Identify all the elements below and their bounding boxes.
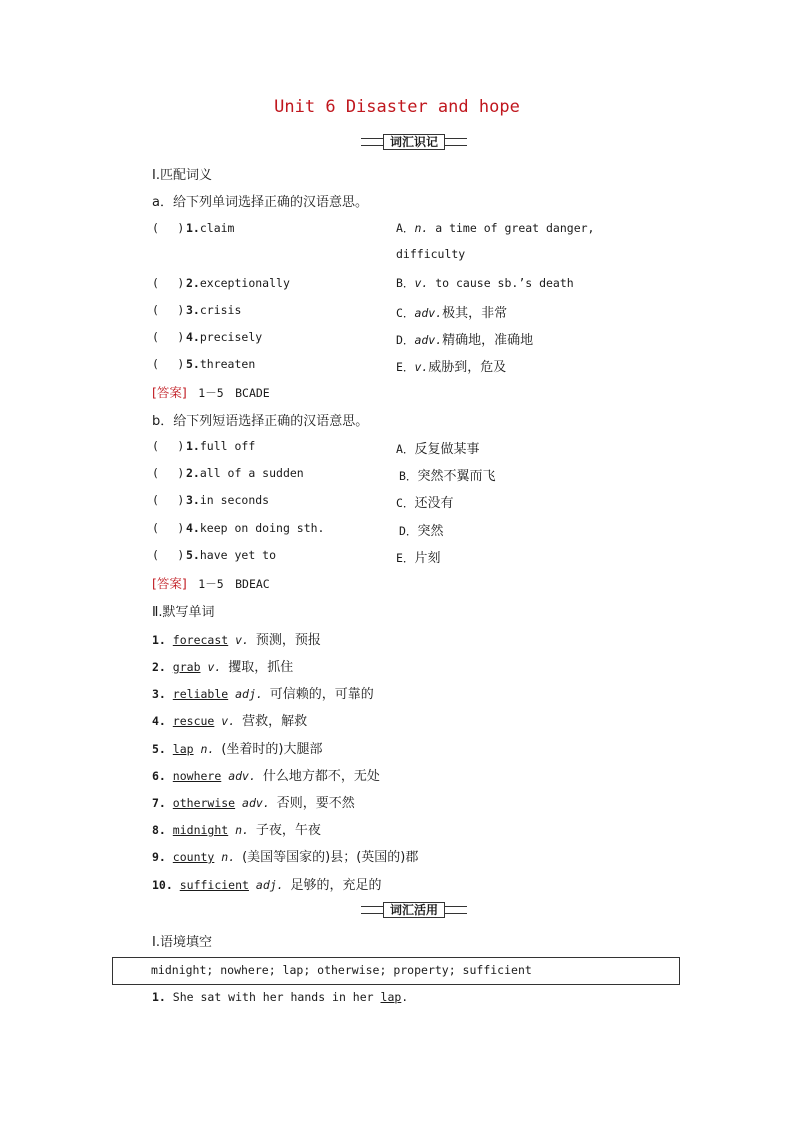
list-item: 7. otherwise adv. 否则，要不然 [152, 796, 355, 811]
list-item: 9. county n. (美国等国家的)县；(英国的)郡 [152, 850, 419, 865]
part-b-instruction: b．给下列短语选择正确的汉语意思。 [152, 414, 369, 429]
list-item: 5. lap n. (坐着时的)大腿部 [152, 742, 323, 757]
option-b: B．v. to cause sb.’s death [396, 276, 574, 290]
list-item: 6. nowhere adv. 什么地方都不，无处 [152, 769, 380, 784]
list-item: ( ) 4.keep on doing sth. [152, 521, 325, 535]
banner-vocab-memory: 词汇识记 [361, 134, 467, 150]
banner-vocab-usage: 词汇活用 [361, 902, 467, 918]
list-item: 2. grab v. 攫取，抓住 [152, 660, 294, 675]
list-item: ( ) 1.claim [152, 221, 235, 235]
list-item: ( ) 2.exceptionally [152, 276, 290, 290]
option-c: C．adv.极其，非常 [396, 306, 508, 321]
part-a-instruction: a．给下列单词选择正确的汉语意思。 [152, 195, 368, 210]
list-item: 8. midnight n. 子夜，午夜 [152, 823, 321, 838]
word-box: midnight; nowhere; lap; otherwise; property; sufficient [112, 957, 680, 985]
option-c: C．还没有 [396, 496, 454, 511]
option-a-continued: difficulty [396, 247, 466, 261]
page-title: Unit 6 Disaster and hope [274, 97, 520, 117]
answer-a: [答案] 1－5 BCADE [152, 385, 270, 400]
section-heading-matching: Ⅰ.匹配词义 [152, 168, 212, 183]
option-e: E．片刻 [396, 551, 441, 566]
sentence-item: 1. She sat with her hands in her lap. [152, 990, 409, 1004]
option-d: D．adv.精确地，准确地 [396, 333, 534, 348]
list-item: ( ) 3.in seconds [152, 493, 270, 507]
list-item: 10. sufficient adj. 足够的，充足的 [152, 878, 382, 893]
list-item: 1. forecast v. 预测，预报 [152, 633, 321, 648]
list-item: ( ) 5.threaten [152, 357, 256, 371]
option-e: E．v.威胁到，危及 [396, 360, 507, 375]
option-a: A．反复做某事 [396, 442, 480, 457]
list-item: ( ) 3.crisis [152, 303, 242, 317]
option-a: A．n. a time of great danger, [396, 221, 595, 235]
list-item: ( ) 1.full off [152, 439, 256, 453]
list-item: ( ) 5.have yet to [152, 548, 277, 562]
option-d: D．突然 [399, 524, 444, 539]
list-item: ( ) 2.all of a sudden [152, 466, 304, 480]
section-heading-spelling: Ⅱ.默写单词 [152, 605, 215, 620]
list-item: ( ) 4.precisely [152, 330, 263, 344]
option-b: B．突然不翼而飞 [399, 469, 496, 484]
list-item: 3. reliable adj. 可信赖的，可靠的 [152, 687, 374, 702]
answer-b: [答案] 1－5 BDEAC [152, 576, 270, 591]
section-heading-fill-blank: Ⅰ.语境填空 [152, 935, 212, 950]
list-item: 4. rescue v. 营救，解救 [152, 714, 308, 729]
